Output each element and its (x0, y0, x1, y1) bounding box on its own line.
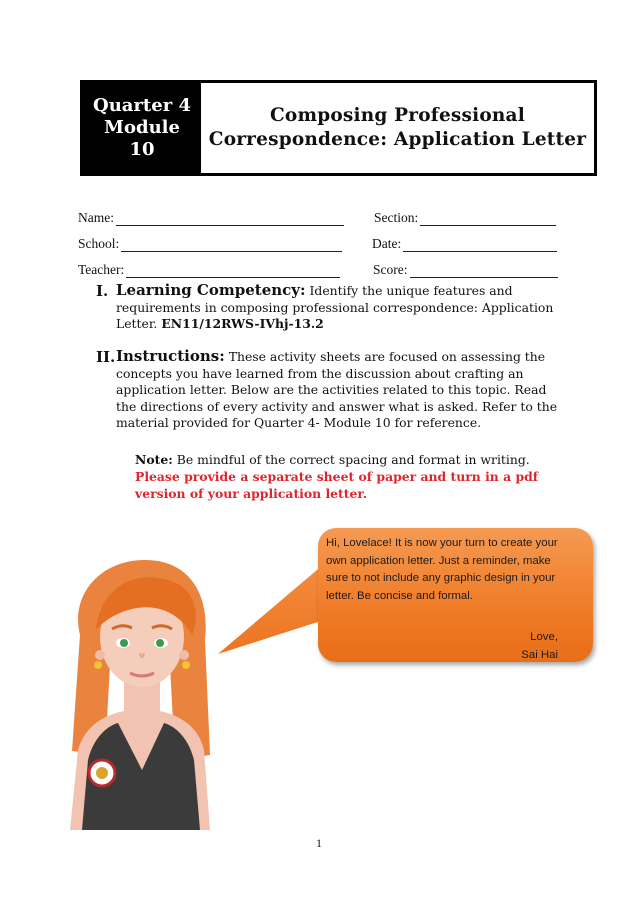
quarter-label: Quarter 4 (93, 95, 191, 116)
module-number: 10 (129, 139, 155, 160)
section-field[interactable] (374, 210, 556, 226)
speech-closing: Love, (530, 631, 558, 643)
teacher-field[interactable] (78, 262, 340, 278)
name-label: Name: (78, 210, 114, 225)
note-block (135, 451, 565, 502)
section-label: Section: (374, 210, 419, 225)
note-red-text: Please provide a separate sheet of paper and turn in a pdf version of your application letter. (135, 469, 539, 501)
section-number-1: I. (96, 282, 109, 300)
competency-title: Learning Competency: (116, 281, 306, 299)
date-label: Date: (372, 236, 402, 251)
title-line-2: Correspondence: Application Letter (208, 129, 587, 150)
section-line[interactable] (420, 212, 556, 226)
title-line-1: Composing Professional (270, 105, 525, 126)
name-field[interactable] (78, 210, 344, 226)
competency-code: EN11/12RWS-IVhj-13.2 (161, 316, 324, 331)
name-line[interactable] (116, 212, 344, 226)
module-header (80, 80, 597, 176)
field-row-school-date (78, 236, 568, 254)
score-field[interactable] (373, 262, 558, 278)
competency-text: Identify the unique features and requirements in composing professional correspondence: Application Letter. (116, 283, 554, 331)
page-number: 1 (316, 836, 322, 850)
teacher-label: Teacher: (78, 262, 125, 277)
section-number-2: II. (96, 348, 116, 366)
module-title (201, 83, 594, 173)
score-line[interactable] (410, 264, 558, 278)
speech-bubble-message: Hi, Lovelace! It is now your turn to create your own application letter. Just a reminder, make sure to not include any graphic design in your letter. Be concise and formal. (326, 537, 558, 602)
note-label: Note: (135, 452, 173, 467)
school-label: School: (78, 236, 120, 251)
field-row-name-section (78, 210, 568, 228)
score-label: Score: (373, 262, 408, 277)
teacher-character-illustration (60, 555, 220, 830)
date-line[interactable] (403, 238, 557, 252)
speech-bubble-tail (214, 560, 334, 660)
speech-bubble-signoff (470, 629, 558, 664)
learning-competency-section (96, 282, 566, 333)
instructions-title: Instructions: (116, 347, 225, 365)
field-row-teacher-score (78, 262, 568, 280)
speech-signature: Sai Hai (521, 648, 558, 661)
instructions-section (96, 348, 566, 432)
quarter-module-badge (83, 83, 201, 173)
instructions-text: These activity sheets are focused on assessing the concepts you have learned from the discussion about crafting an application letter. Below are the activities related to this topic. Read the directions of every activity and answer what is asked. Refer to the material provided for Quarter 4- Module 10 for reference. (116, 349, 558, 430)
date-field[interactable] (372, 236, 557, 252)
school-field[interactable] (78, 236, 342, 252)
school-line[interactable] (121, 238, 342, 252)
note-text: Be mindful of the correct spacing and format in writing. (176, 452, 530, 467)
module-label: Module (104, 117, 180, 138)
teacher-line[interactable] (126, 264, 340, 278)
